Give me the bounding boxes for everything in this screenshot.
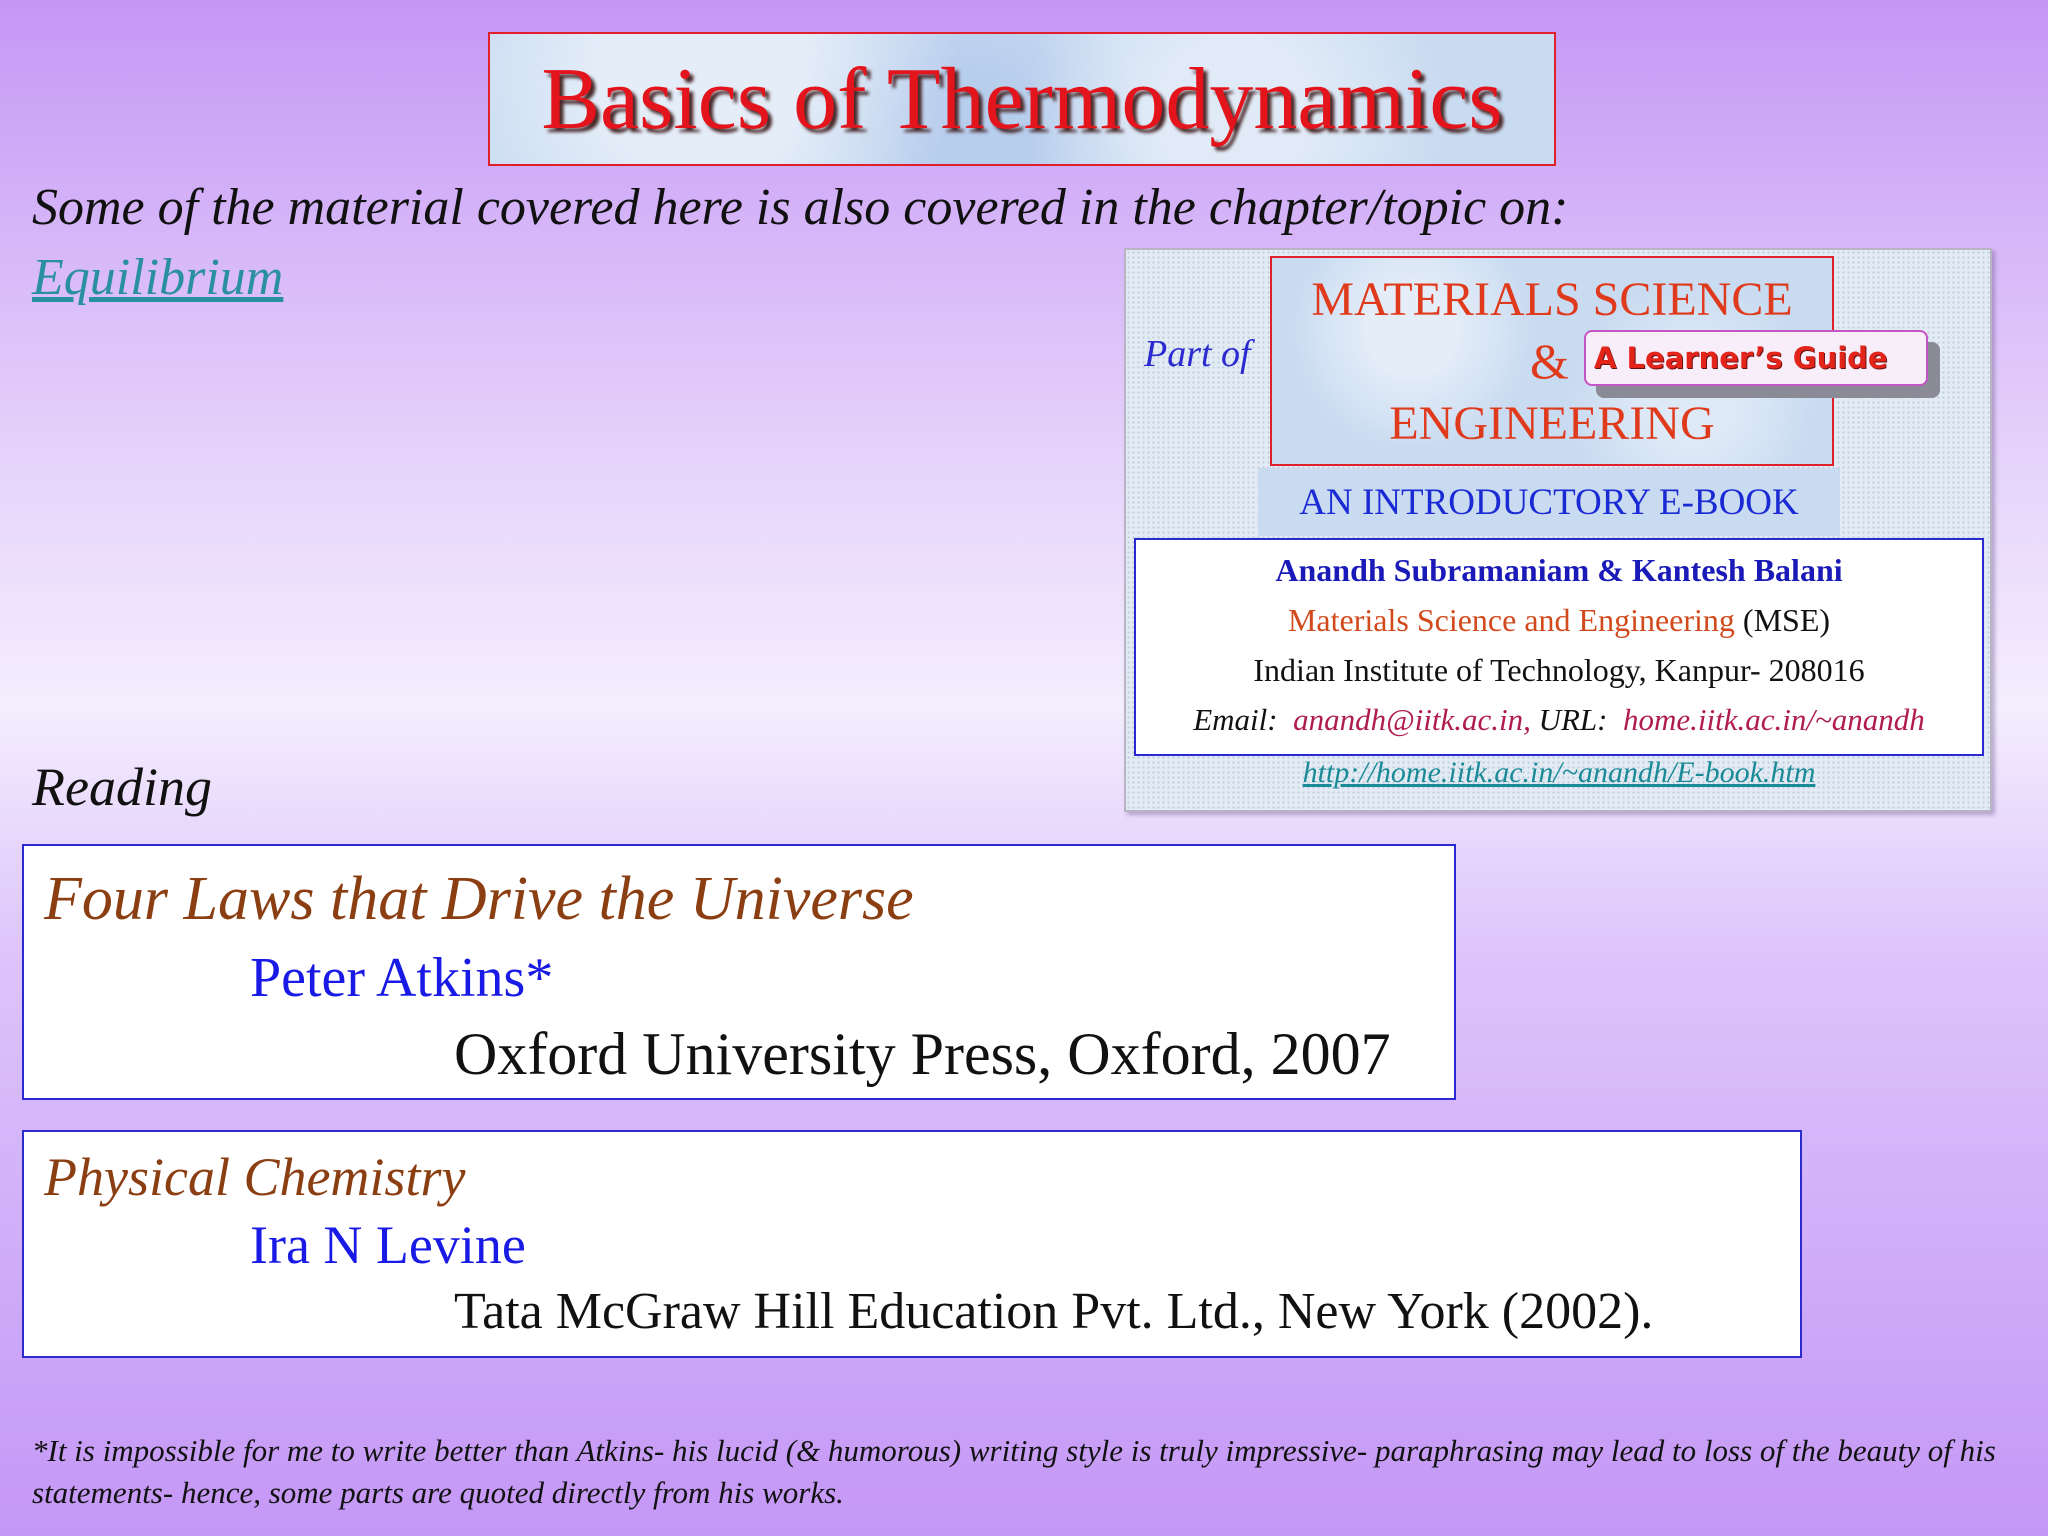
authors: Anandh Subramaniam & Kantesh Balani xyxy=(1275,552,1843,588)
reference-title: Four Laws that Drive the Universe xyxy=(44,865,914,933)
contact-line xyxy=(1134,702,1984,738)
url-label: URL: xyxy=(1538,702,1608,737)
department: Materials Science and Engineering xyxy=(1287,602,1735,638)
series-title-line1: MATERIALS SCIENCE xyxy=(1311,273,1793,326)
institute: Indian Institute of Technology, Kanpur- 208016 xyxy=(1253,652,1865,688)
department-line xyxy=(1134,602,1984,639)
reference-publisher: Tata McGraw Hill Education Pvt. Ltd., New York (2002). xyxy=(454,1283,1654,1340)
series-title-ampersand: & xyxy=(1530,333,1569,389)
reference-author: Peter Atkins* xyxy=(250,947,554,1009)
equilibrium-link[interactable]: Equilibrium xyxy=(32,249,284,306)
reference-title: Physical Chemistry xyxy=(44,1147,466,1207)
email-link[interactable]: anandh@iitk.ac.in, xyxy=(1293,702,1531,737)
page-title: Basics of Thermodynamics xyxy=(541,50,1503,148)
intro-text: Some of the material covered here is also covered in the chapter/topic on: xyxy=(32,179,1569,236)
ebook-url-link[interactable]: http://home.iitk.ac.in/~anandh/E-book.htm xyxy=(1302,756,1816,789)
ebook-subtitle: AN INTRODUCTORY E-BOOK xyxy=(1258,468,1840,536)
department-abbr: (MSE) xyxy=(1742,602,1831,638)
title-box xyxy=(488,32,1556,166)
footnote: *It is impossible for me to write better than Atkins- his lucid (& humorous) writing style is truly impressive- paraphrasing may lead to loss of the beauty of his statements- hence, some parts are quoted directly from his works. xyxy=(32,1433,1996,1510)
learners-guide-tag: A Learner’s Guide xyxy=(1584,330,1928,386)
homepage-link[interactable]: home.iitk.ac.in/~anandh xyxy=(1623,702,1925,737)
reading-heading: Reading xyxy=(32,757,212,817)
email-label: Email: xyxy=(1193,702,1278,737)
part-of-label: Part of xyxy=(1144,333,1251,375)
reference-publisher: Oxford University Press, Oxford, 2007 xyxy=(454,1021,1391,1087)
reference-author: Ira N Levine xyxy=(250,1215,526,1275)
series-title-line3: ENGINEERING xyxy=(1389,397,1715,450)
